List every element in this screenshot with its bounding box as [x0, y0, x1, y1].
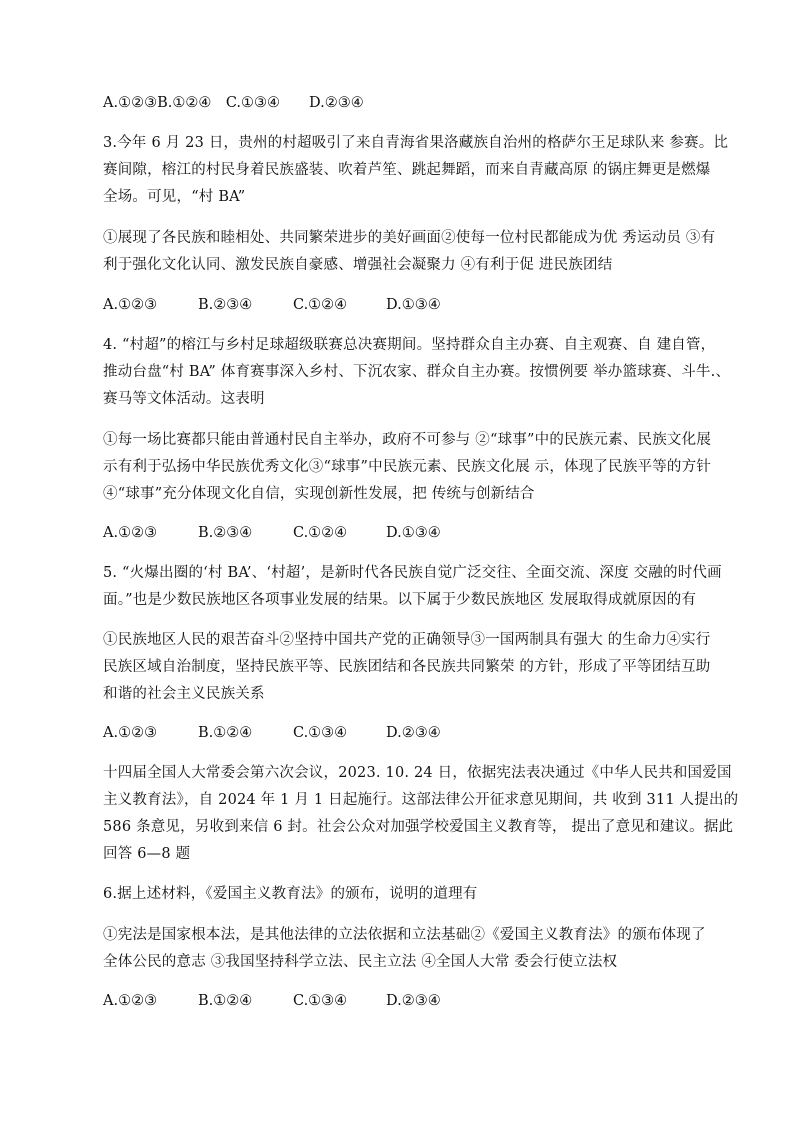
q6-option-d: D.②③④ — [386, 993, 441, 1009]
q4-stem-line-2: 推动台盘“村 BA” 体育赛事深入乡村、下沉农家、群众自主办赛。按惯例要 举办篮球赛、斗牛.、 — [103, 364, 731, 380]
q6-statement-line-1: ①宪法是国家根本法，是其他法律的立法依据和立法基础②《爱国主义教育法》的颁布体现了 — [103, 927, 706, 943]
q5-option-b: B.①②④ — [198, 725, 253, 741]
q2-options-line: A.①②③B.①②④ C.①③④ D.②③④ — [103, 95, 364, 111]
q4-stem-line-3: 赛马等文体活动。这表明 — [103, 391, 265, 407]
q3-stem-line-2: 赛间隙，榕江的村民身着民族盛装、吹着芦笙、跳起舞蹈，而来自青藏高原 的锅庄舞更是燃爆 — [103, 162, 711, 178]
q4-statement-line-2: 示有利于弘扬中华民族优秀文化③“球事”中民族元素、民族文化展 示，体现了民族平等的方针 — [103, 459, 712, 475]
q5-statement-line-3: 和谐的社会主义民族关系 — [103, 686, 265, 702]
q3-option-a: A.①②③ — [103, 297, 158, 313]
q4-option-a: A.①②③ — [103, 525, 158, 541]
q6-option-c: C.①③④ — [293, 993, 348, 1009]
material-line-3: 586 条意见，另收到来信 6 封。社会公众对加强学校爱国主义教育等， 提出了意见和建议。据此 — [103, 819, 734, 835]
q5-option-c: C.①③④ — [293, 725, 348, 741]
q4-statement-line-3: ④“球事”充分体现文化自信，实现创新性发展，把 传统与创新结合 — [103, 486, 535, 502]
q6-stem-line-1: 6.据上述材料，《爱国主义教育法》的颁布，说明的道理有 — [103, 886, 478, 902]
material-line-1: 十四届全国人大常委会第六次会议，2023. 10. 24 日，依据宪法表决通过《中华人民共和国爱国 — [103, 765, 732, 781]
q3-stem-line-3: 全场。可见，“村 BA” — [103, 189, 246, 205]
q3-option-c: C.①②④ — [293, 297, 348, 313]
q5-option-d: D.②③④ — [386, 725, 441, 741]
q3-statement-line-1: ①展现了各民族和睦相处、共同繁荣进步的美好画面②使每一位村民都能成为优 秀运动员 ③有 — [103, 230, 716, 246]
q5-statement-line-2: 民族区域自治制度，坚持民族平等、民族团结和各民族共同繁荣 的方针，形成了平等团结互助 — [103, 659, 711, 675]
q4-statement-line-1: ①每一场比赛都只能由普通村民自主举办，政府不可参与 ②“球事”中的民族元素、民族文化展 — [103, 432, 712, 448]
q5-option-a: A.①②③ — [103, 725, 158, 741]
q3-options — [103, 295, 441, 315]
q4-option-c: C.①②④ — [293, 525, 348, 541]
q4-options — [103, 523, 441, 543]
q3-option-d: D.①③④ — [386, 297, 441, 313]
q6-options — [103, 991, 441, 1011]
q4-option-b: B.②③④ — [198, 525, 253, 541]
q5-statement-line-1: ①民族地区人民的艰苦奋斗②坚持中国共产党的正确领导③一国两制具有强大 的生命力④实行 — [103, 632, 711, 648]
q4-option-d: D.①③④ — [386, 525, 441, 541]
q5-stem-line-1: 5. “火爆出圈的‘村 BA’、‘村超’，是新时代各民族自觉广泛交往、全面交流、深度 交融的时代画 — [103, 565, 722, 581]
material-line-2: 主义教育法》，自 2024 年 1 月 1 日起施行。这部法律公开征求意见期间，共 收到 311 人提出的 — [103, 792, 739, 808]
q6-option-b: B.①②④ — [198, 993, 253, 1009]
q4-stem-line-1: 4. “村超”的榕江与乡村足球超级联赛总决赛期间。坚持群众自主办赛、自主观赛、自 建自管， — [103, 337, 716, 353]
q5-options — [103, 723, 441, 743]
q5-stem-line-2: 面。”也是少数民族地区各项事业发展的结果。以下属于少数民族地区 发展取得成就原因的有 — [103, 592, 697, 608]
q3-option-b: B.②③④ — [198, 297, 253, 313]
material-line-4: 回答 6—8 题 — [103, 846, 191, 862]
q3-stem-line-1: 3.今年 6 月 23 日，贵州的村超吸引了来自青海省果洛藏族自治州的格萨尔王足球队来 参赛。比 — [103, 135, 729, 151]
q2-options — [103, 93, 364, 113]
q6-option-a: A.①②③ — [103, 993, 158, 1009]
q6-statement-line-2: 全体公民的意志 ③我国坚持科学立法、民主立法 ④全国人大常 委会行使立法权 — [103, 954, 618, 970]
q3-statement-line-2: 利于强化文化认同、激发民族自豪感、增强社会凝聚力 ④有利于促 进民族团结 — [103, 257, 613, 273]
